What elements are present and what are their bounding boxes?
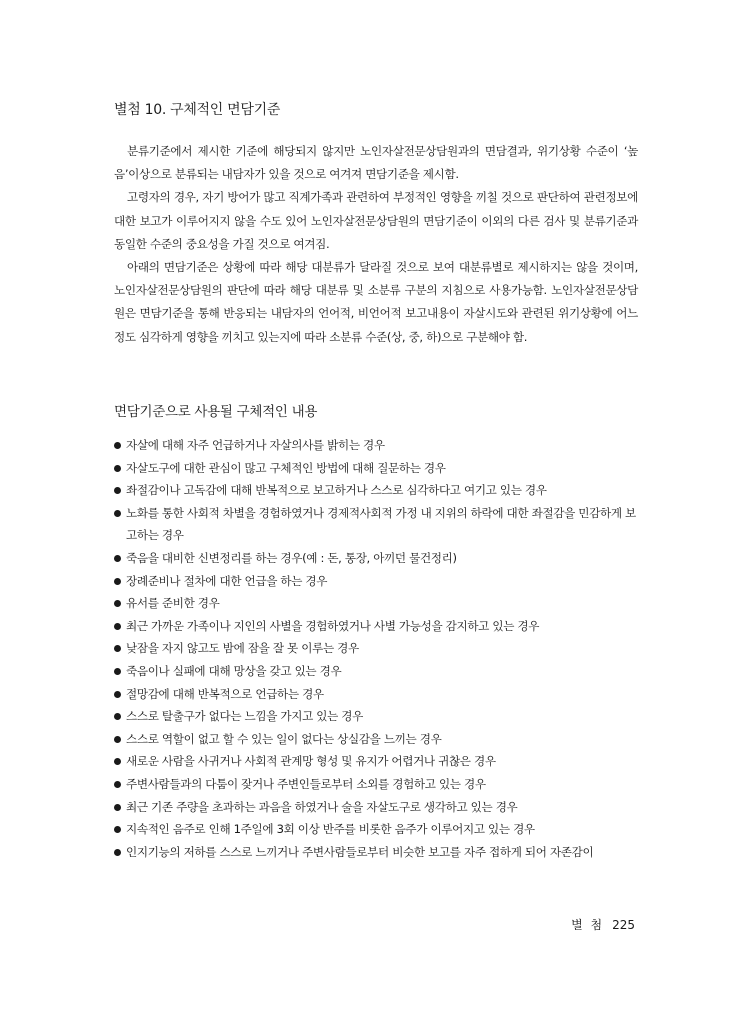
list-item: 유서를 준비한 경우 — [114, 592, 640, 615]
bullet-icon — [114, 713, 121, 720]
bullet-icon — [114, 645, 121, 652]
list-item: 죽음을 대비한 신변정리를 하는 경우(예 : 돈, 통장, 아끼던 물건정리) — [114, 547, 640, 570]
bullet-icon — [114, 804, 121, 811]
bullet-icon — [114, 758, 121, 765]
paragraph: 분류기준에서 제시한 기준에 해당되지 않지만 노인자살전문상담원과의 면담결과, 위기상황 수준이 ‘높음’이상으로 분류되는 내담자가 있을 것으로 여겨져 면담기준을 제시함. — [114, 144, 638, 182]
bullet-icon — [114, 826, 121, 833]
list-item: 스스로 탈출구가 없다는 느낌을 가지고 있는 경우 — [114, 705, 640, 728]
list-item: 절망감에 대해 반복적으로 언급하는 경우 — [114, 683, 640, 706]
bullet-icon — [114, 849, 121, 856]
bullet-icon — [114, 668, 121, 675]
criteria-list — [114, 434, 640, 863]
list-item: 주변사람들과의 다툼이 잦거나 주변인들로부터 소외를 경험하고 있는 경우 — [114, 773, 640, 796]
subsection-title: 면담기준으로 사용될 구체적인 내용 — [114, 404, 318, 420]
bullet-icon — [114, 487, 121, 494]
list-item: 자살에 대해 자주 언급하거나 자살의사를 밝히는 경우 — [114, 434, 640, 457]
list-item: 노화를 통한 사회적 차별을 경험하였거나 경제적사회적 가정 내 지위의 하락에 대한 좌절감을 민감하게 보고하는 경우 — [114, 502, 640, 547]
bullet-icon — [114, 781, 121, 788]
list-item: 최근 가까운 가족이나 지인의 사별을 경험하였거나 사별 가능성을 감지하고 있는 경우 — [114, 615, 640, 638]
bullet-icon — [114, 578, 121, 585]
bullet-icon — [114, 465, 121, 472]
bullet-icon — [114, 442, 121, 449]
bullet-icon — [114, 691, 121, 698]
list-item: 새로운 사람을 사귀거나 사회적 관계망 형성 및 유지가 어렵거나 귀찮은 경우 — [114, 750, 640, 773]
list-item: 최근 기존 주량을 초과하는 과음을 하였거나 술을 자살도구로 생각하고 있는 경우 — [114, 796, 640, 819]
bullet-icon — [114, 600, 121, 607]
list-item: 인지기능의 저하를 스스로 느끼거나 주변사람들로부터 비슷한 보고를 자주 접하게 되어 자존감이 — [114, 841, 640, 864]
list-item: 자살도구에 대한 관심이 많고 구체적인 방법에 대해 질문하는 경우 — [114, 457, 640, 480]
bullet-icon — [114, 623, 121, 630]
list-item: 죽음이나 실패에 대해 망상을 갖고 있는 경우 — [114, 660, 640, 683]
section-title: 별첨 10. 구체적인 면담기준 — [114, 102, 281, 118]
bullet-icon — [114, 510, 121, 517]
paragraph: 아래의 면담기준은 상황에 따라 해당 대분류가 달라질 것으로 보여 대분류별로 제시하지는 않을 것이며, 노인자살전문상담원의 판단에 따라 해당 대분류 및 소분류 구분의 지침으로 사용가능함. 노인자살전문상담원은 면담기준을 통해 반응되는 내담자의 언어적, 비언어적 보고내용이 자살시도와 관련된 위기상황에 어느 정도 심각하게 영향을 끼치고 있는지에 따라 소분류 수준(상, 중, 하)으로 구분해야 함. — [114, 260, 638, 344]
intro-text — [114, 140, 638, 349]
list-item: 낮잠을 자지 않고도 밤에 잠을 잘 못 이루는 경우 — [114, 637, 640, 660]
footer-label: 별 첨 — [571, 918, 605, 932]
list-item: 좌절감이나 고독감에 대해 반복적으로 보고하거나 스스로 심각하다고 여기고 있는 경우 — [114, 479, 640, 502]
list-item: 스스로 역할이 없고 할 수 있는 일이 없다는 상실감을 느끼는 경우 — [114, 728, 640, 751]
list-item: 지속적인 음주로 인해 1주일에 3회 이상 반주를 비롯한 음주가 이루어지고 있는 경우 — [114, 818, 640, 841]
paragraph: 고령자의 경우, 자기 방어가 많고 직계가족과 관련하여 부정적인 영향을 끼칠 것으로 판단하여 관련정보에 대한 보고가 이루어지지 않을 수도 있어 노인자살전문상담원의 면담기준이 이외의 다른 검사 및 분류기준과 동일한 수준의 중요성을 가질 것으로 여겨짐. — [114, 190, 638, 251]
bullet-icon — [114, 736, 121, 743]
page-footer — [571, 916, 635, 933]
page-number: 225 — [612, 918, 635, 932]
list-item: 장례준비나 절차에 대한 언급을 하는 경우 — [114, 570, 640, 593]
bullet-icon — [114, 555, 121, 562]
